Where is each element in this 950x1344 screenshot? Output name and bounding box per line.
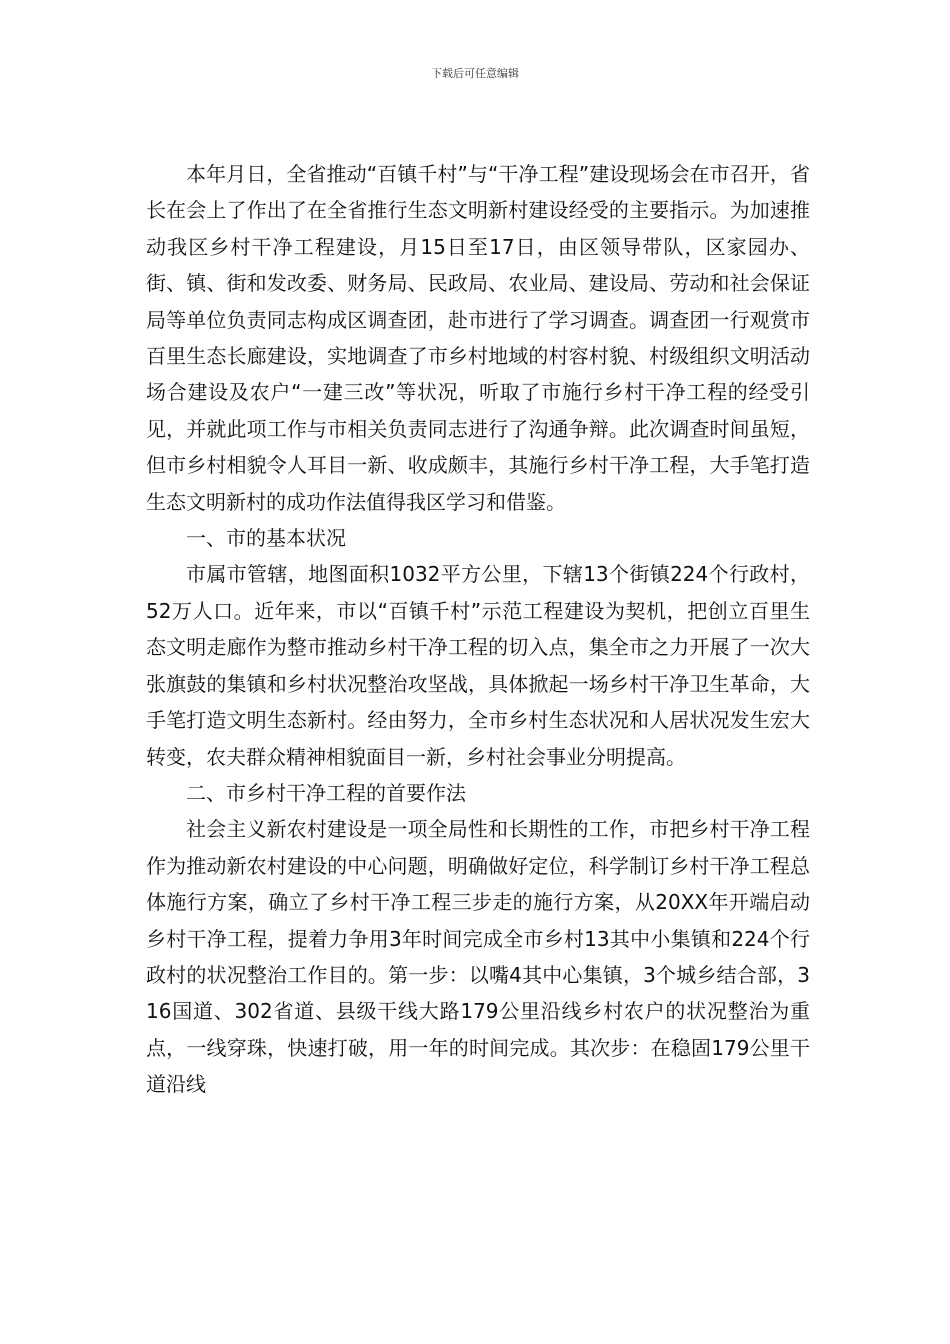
paragraph-main-practices: 社会主义新农村建设是一项全局性和长期性的工作，市把乡村干净工程作为推动新农村建设的中心问题，明确做好定位，科学制订乡村干净工程总体施行方案，确立了乡村干净工程三步走的施行方案，从20XX年开端启动乡村干净工程，提着力争用3年时间完成全市乡村13其中小集镇和224个行政村的状况整治工作目的。第一步：以嘴4其中心集镇，3个城乡结合部，316国道、302省道、县级干线大路179公里沿线乡村农户的状况整治为重点，一线穿珠，快速打破，用一年的时间完成。其次步：在稳固179公里干道沿线 [146,817,810,1097]
section-heading-main-practices: 二、市乡村干净工程的首要作法 [186,780,466,805]
paragraph-basic-status: 市属市管辖，地图面积1032平方公里，下辖13个街镇224个行政村，52万人口。近年来，市以“百镇千村”示范工程建设为契机，把创立百里生态文明走廊作为整市推动乡村干净工程的切入点，集全市之力开展了一次大张旗鼓的集镇和乡村状况整治攻坚战，具体掀起一场乡村干净卫生革命，大手笔打造文明生态新村。经由努力，全市乡村生态状况和人居状况发生宏大转变，农夫群众精神相貌面目一新，乡村社会事业分明提高。 [146,562,810,769]
document-body [146,156,810,1103]
page-header: 下载后可任意编辑 [431,67,519,80]
section-heading-basic-status: 一、市的基本状况 [186,526,346,551]
paragraph-intro: 本年月日，全省推动“百镇千村”与“干净工程”建设现场会在市召开，省长在会上了作出了在全省推行生态文明新村建设经受的主要指示。为加速推动我区乡村干净工程建设，月15日至17日，由区领导带队，区家园办、街、镇、街和发改委、财务局、民政局、农业局、建设局、劳动和社会保证局等单位负责同志构成区调查团，赴市进行了学习调查。调查团一行观赏市百里生态长廊建设，实地调查了市乡村地域的村容村貌、村级组织文明活动场合建设及农户“一建三改”等状况，听取了市施行乡村干净工程的经受引见，并就此项工作与市相关负责同志进行了沟通争辩。此次调查时间虽短，但市乡村相貌令人耳目一新、收成颇丰，其施行乡村干净工程，大手笔打造生态文明新村的成功作法值得我区学习和借鉴。 [146,162,810,514]
